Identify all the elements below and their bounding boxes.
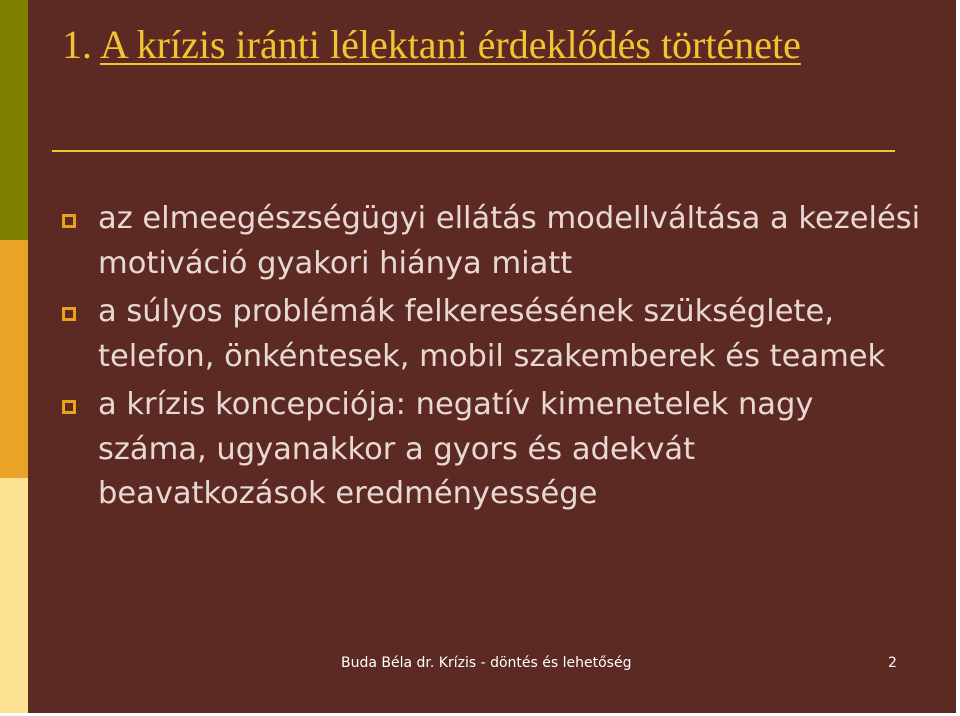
- sidebar-stripe-middle: [0, 240, 28, 478]
- slide-title: [62, 22, 902, 68]
- bullet-item: [62, 383, 922, 517]
- bullet-item: [62, 290, 922, 379]
- square-bullet-icon: [62, 307, 76, 321]
- footer-text: Buda Béla dr. Krízis - döntés és lehetőség: [341, 655, 632, 671]
- bullet-item: [62, 197, 922, 286]
- slide-title-text: A krízis iránti lélektani érdeklődés története: [100, 22, 801, 67]
- bullet-text: a súlyos problémák felkeresésének szükséglete, telefon, önkéntesek, mobil szakemberek és teamek: [98, 294, 886, 374]
- square-bullet-icon: [62, 214, 76, 228]
- slide-title-number: 1.: [62, 22, 92, 67]
- title-divider: [52, 150, 895, 152]
- bullet-list: [62, 197, 922, 521]
- sidebar-stripe-bottom: [0, 478, 28, 716]
- sidebar-stripe-top: [0, 0, 28, 240]
- bullet-text: a krízis koncepciója: negatív kimenetelek nagy száma, ugyanakkor a gyors és adekvát beavatkozások eredményessége: [98, 387, 814, 511]
- right-edge: [956, 0, 960, 716]
- square-bullet-icon: [62, 400, 76, 414]
- page-number: 2: [888, 655, 897, 671]
- bullet-text: az elmeegészségügyi ellátás modellváltása a kezelési motiváció gyakori hiánya miatt: [98, 201, 921, 281]
